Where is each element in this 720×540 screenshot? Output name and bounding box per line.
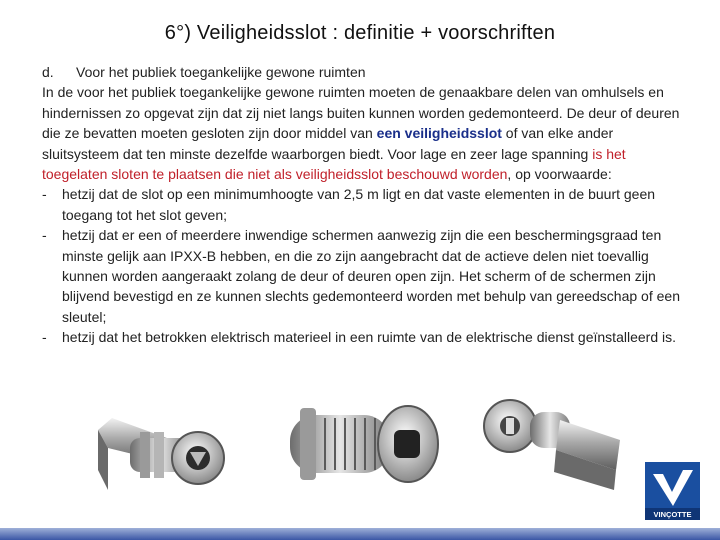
bullet-text: hetzij dat er een of meerdere inwendige schermen aanwezig zijn die een beschermingsgraad ten minste gelijk aan IPXX-B hebben, en die zo zijn aangebracht dat de actieve delen niet toevallig kunnen worden aangeraakt zolang de deur of deuren open zijn. Het scherm of de schermen zijn blijvend bevestigd en ze kunnen slechts gedemonteerd worden met behulp van gereedschap of een sleutel; [62, 227, 680, 325]
paragraph-part3: , op voorwaarde: [507, 166, 612, 183]
subheading-text: Voor het publiek toegankelijke gewone ruimten [76, 64, 366, 80]
logo-text: VINÇOTTE [653, 510, 692, 519]
slide-title: 6°) Veiligheidsslot : definitie + voorschriften [164, 22, 556, 44]
bullet-item [42, 225, 682, 327]
bullet-text: hetzij dat het betrokken elektrisch materieel in een ruimte van de elektrische dienst geïnstalleerd is. [62, 329, 676, 346]
paragraph-part1: In de voor het publiek toegankelijke gewone ruimten moeten de genaakbare delen van omhulsels en hindernissen zo opgevat zijn dat zij niet langs buiten kunnen worden gedemonteerd. De deur of deuren die ze bevatten moeten gesloten zijn door middel van [42, 84, 680, 142]
bullet-dash: - [42, 186, 47, 203]
cam-lock-icon [98, 418, 224, 490]
bullet-item [42, 327, 682, 347]
bullet-item [42, 184, 682, 225]
subheading [42, 62, 682, 82]
bottom-band [0, 528, 720, 540]
highlight-veiligheidsslot: een veiligheidsslot [376, 125, 502, 142]
bullet-dash: - [42, 329, 47, 346]
lock-photos [90, 390, 630, 520]
highlight-red: is het toegelaten sloten te plaatsen die niet als veiligheidsslot beschouwd worden [42, 145, 626, 183]
key-cam-lock-icon [484, 400, 620, 490]
bullet-dash: - [42, 227, 47, 244]
subheading-label: d. [42, 64, 54, 80]
cam-lock-icon [290, 406, 438, 482]
vincotte-logo [645, 462, 700, 520]
slide-body [42, 62, 682, 348]
paragraph-part2: of van elke ander sluitsysteem dat ten minste dezelfde waarborgen biedt. Voor lage en zeer lage spanning [42, 125, 614, 162]
paragraph [42, 82, 682, 184]
bullet-text: hetzij dat de slot op een minimumhoogte van 2,5 m ligt en dat vaste elementen in de buurt geen toegang tot het slot geven; [62, 186, 656, 223]
